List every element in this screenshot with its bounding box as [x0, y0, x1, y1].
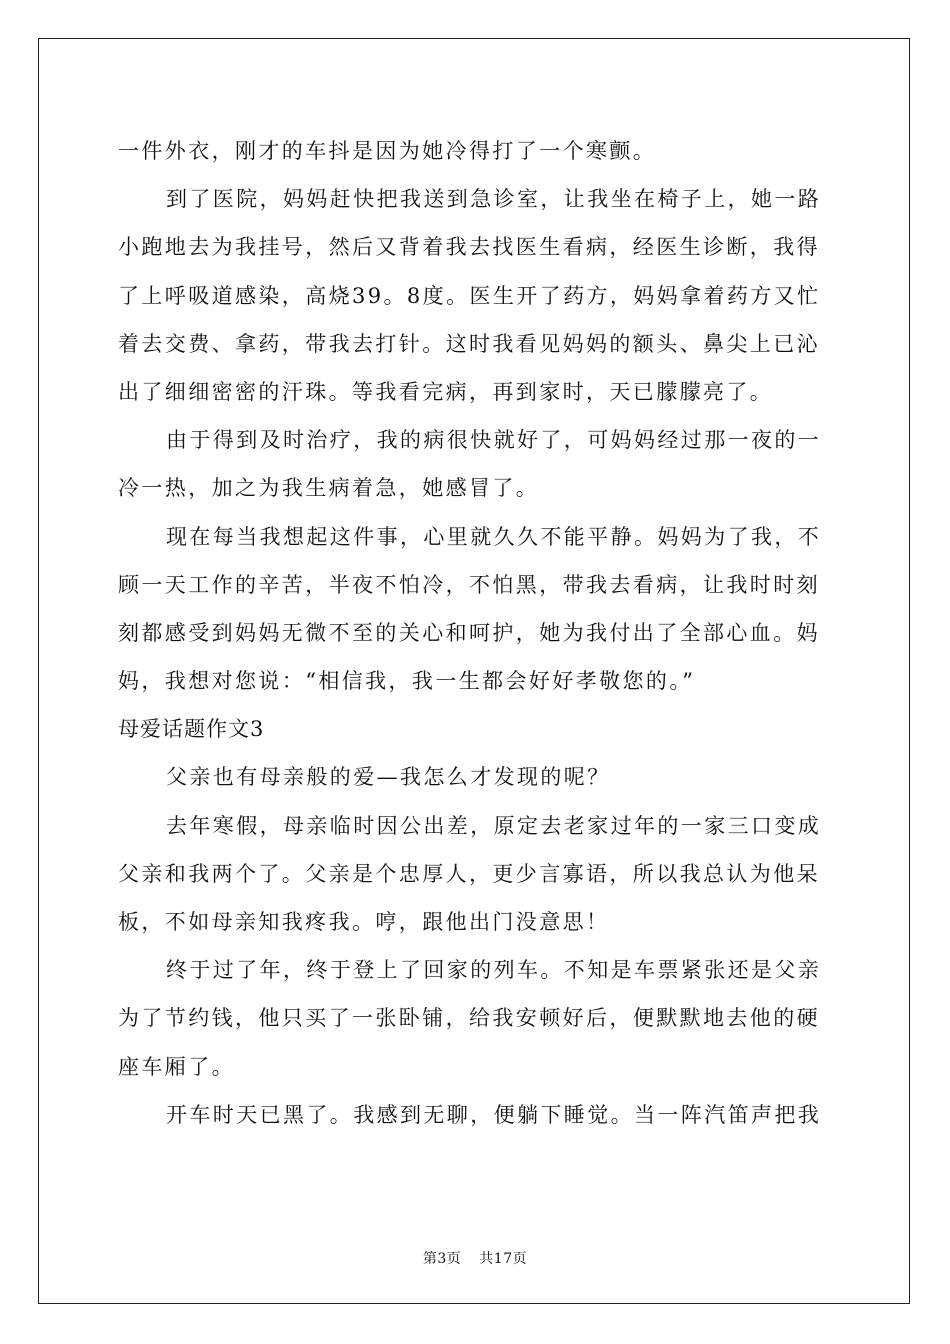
text-line: 由于得到及时治疗，我的病很快就好了，可妈妈经过那一夜的一	[166, 428, 822, 453]
page-footer	[0, 1248, 950, 1268]
text-line: 顾一天工作的辛苦，半夜不怕冷，不怕黑，带我去看病，让我时时刻	[118, 572, 820, 597]
text-line: 板，不如母亲知我疼我。哼，跟他出门没意思！	[118, 910, 610, 934]
text-line: 着去交费、拿药，带我去打针。这时我看见妈妈的额头、鼻尖上已沁	[118, 331, 820, 356]
text-line: 为了节约钱，他只买了一张卧铺，给我安顿好后，便默默地去他的硬	[118, 1006, 820, 1031]
text-line: 父亲也有母亲般的爱—我怎么才发现的呢？	[166, 765, 611, 790]
text-line: 刻都感受到妈妈无微不至的关心和呵护，她为我付出了全部心血。妈	[118, 620, 820, 645]
text-line: 妈，我想对您说：“相信我，我一生都会好好孝敬您的。”	[118, 669, 696, 694]
text-line: 开车时天已黑了。我感到无聊，便躺下睡觉。当一阵汽笛声把我	[166, 1102, 822, 1127]
text-line: 去年寒假，母亲临时因公出差，原定去老家过年的一家三口变成	[166, 813, 822, 838]
text-line: 到了医院，妈妈赶快把我送到急诊室，让我坐在椅子上，她一路	[166, 187, 822, 212]
page-number: 第3页	[422, 1251, 462, 1267]
text-line: 座车厢了。	[118, 1054, 235, 1079]
text-line: 一件外衣，刚才的车抖是因为她冷得打了一个寒颤。	[118, 139, 657, 163]
text-line: 终于过了年，终于登上了回家的列车。不知是车票紧张还是父亲	[166, 958, 822, 983]
section-heading: 母爱话题作文3	[118, 717, 265, 742]
page-total: 共17页	[479, 1251, 528, 1267]
text-line: 父亲和我两个了。父亲是个忠厚人，更少言寡语，所以我总认为他呆	[118, 861, 820, 886]
text-line: 现在每当我想起这件事，心里就久久不能平静。妈妈为了我，不	[166, 524, 822, 549]
document-body	[118, 127, 838, 1139]
text-line: 了上呼吸道感染，高烧39。8度。医生开了药方，妈妈拿着药方又忙	[118, 283, 821, 308]
text-line: 小跑地去为我挂号，然后又背着我去找医生看病，经医生诊断，我得	[118, 235, 820, 260]
text-line: 冷一热，加之为我生病着急，她感冒了。	[118, 476, 540, 501]
text-line: 出了细细密密的汗珠。等我看完病，再到家时，天已朦朦亮了。	[118, 379, 774, 404]
